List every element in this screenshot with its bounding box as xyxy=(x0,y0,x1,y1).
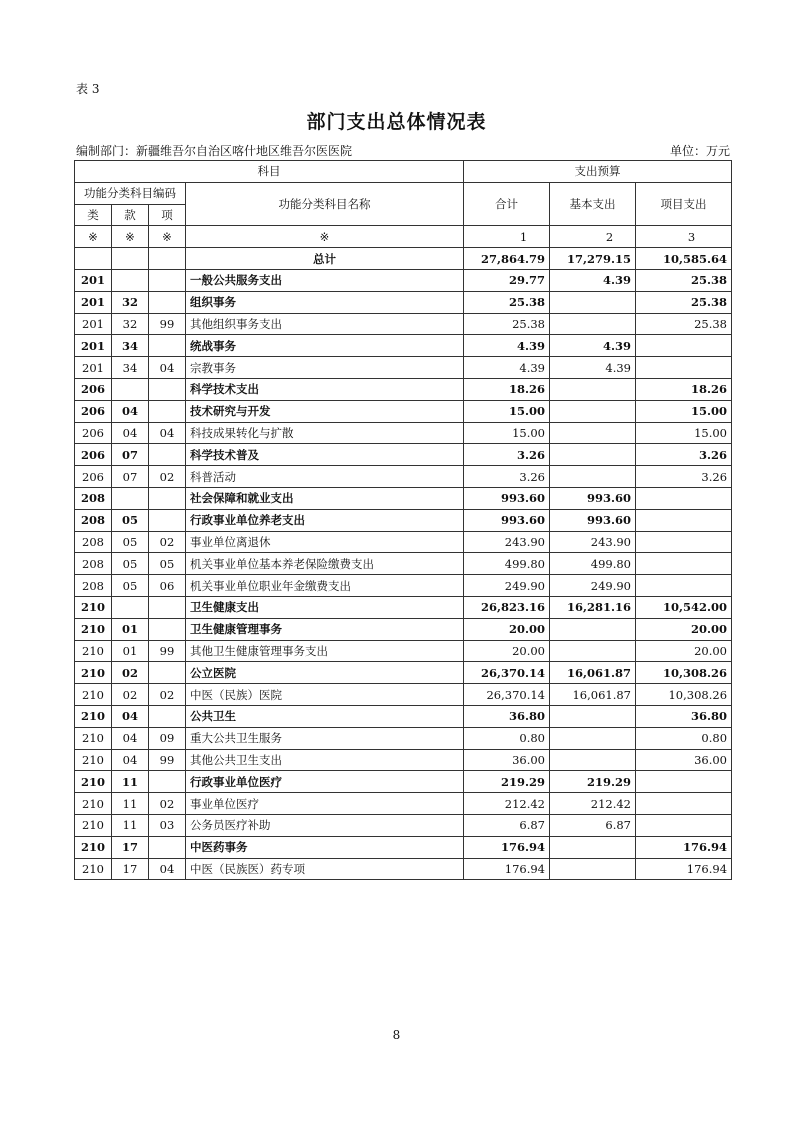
expenditure-table xyxy=(74,160,732,880)
amount-project xyxy=(636,553,732,575)
amount-basic xyxy=(550,444,636,466)
subject-name: 行政事业单位医疗 xyxy=(186,771,464,793)
subject-name: 科普活动 xyxy=(186,466,464,488)
amount-total: 18.26 xyxy=(464,378,550,400)
code-xiang: 06 xyxy=(149,575,186,597)
subject-name: 卫生健康支出 xyxy=(186,596,464,618)
table-row xyxy=(75,749,732,771)
header-budget: 支出预算 xyxy=(464,161,732,183)
amount-total: 26,370.14 xyxy=(464,662,550,684)
total-project: 10,585.64 xyxy=(636,248,732,270)
code-kuan: 11 xyxy=(112,793,149,815)
amount-basic xyxy=(550,378,636,400)
amount-total: 243.90 xyxy=(464,531,550,553)
code-kuan: 32 xyxy=(112,313,149,335)
amount-basic: 6.87 xyxy=(550,814,636,836)
subject-name: 科技成果转化与扩散 xyxy=(186,422,464,444)
amount-basic: 993.60 xyxy=(550,509,636,531)
table-row xyxy=(75,814,732,836)
code-kuan: 34 xyxy=(112,335,149,357)
amount-basic xyxy=(550,749,636,771)
amount-project: 20.00 xyxy=(636,640,732,662)
code-kuan: 05 xyxy=(112,531,149,553)
amount-project: 15.00 xyxy=(636,422,732,444)
code-kuan xyxy=(112,269,149,291)
subject-name: 组织事务 xyxy=(186,291,464,313)
code-xiang: 04 xyxy=(149,422,186,444)
code-kuan: 17 xyxy=(112,836,149,858)
amount-total: 6.87 xyxy=(464,814,550,836)
table-row xyxy=(75,422,732,444)
amount-total: 219.29 xyxy=(464,771,550,793)
table-row xyxy=(75,771,732,793)
subject-name: 机关事业单位职业年金缴费支出 xyxy=(186,575,464,597)
subject-name: 宗教事务 xyxy=(186,357,464,379)
amount-project xyxy=(636,509,732,531)
amount-total: 29.77 xyxy=(464,269,550,291)
code-xiang: 02 xyxy=(149,531,186,553)
amount-total: 26,823.16 xyxy=(464,596,550,618)
page-title: 部门支出总体情况表 xyxy=(306,111,487,133)
table-row xyxy=(75,335,732,357)
code-kuan: 11 xyxy=(112,771,149,793)
amount-total: 3.26 xyxy=(464,444,550,466)
header-subject: 科目 xyxy=(75,161,464,183)
subject-name: 统战事务 xyxy=(186,335,464,357)
table-row xyxy=(75,553,732,575)
code-xiang xyxy=(149,705,186,727)
table-row xyxy=(75,618,732,640)
amount-basic: 993.60 xyxy=(550,487,636,509)
code-lei: 206 xyxy=(75,378,112,400)
amount-basic: 16,061.87 xyxy=(550,662,636,684)
code-kuan: 01 xyxy=(112,618,149,640)
amount-total: 993.60 xyxy=(464,487,550,509)
amount-basic: 4.39 xyxy=(550,269,636,291)
index-3: 3 xyxy=(636,226,732,248)
header-name: 功能分类科目名称 xyxy=(186,182,464,226)
code-lei: 206 xyxy=(75,466,112,488)
code-xiang: 99 xyxy=(149,313,186,335)
amount-basic: 249.90 xyxy=(550,575,636,597)
code-xiang xyxy=(149,444,186,466)
header-lei: 类 xyxy=(75,204,112,226)
code-lei: 210 xyxy=(75,727,112,749)
table-row xyxy=(75,378,732,400)
code-lei: 201 xyxy=(75,291,112,313)
table-row xyxy=(75,269,732,291)
subject-name: 科学技术支出 xyxy=(186,378,464,400)
amount-total: 25.38 xyxy=(464,291,550,313)
subject-name: 一般公共服务支出 xyxy=(186,269,464,291)
amount-basic xyxy=(550,705,636,727)
code-kuan: 05 xyxy=(112,553,149,575)
code-xiang xyxy=(149,596,186,618)
amount-project: 36.80 xyxy=(636,705,732,727)
code-lei: 210 xyxy=(75,793,112,815)
table-row xyxy=(75,313,732,335)
code-xiang: 02 xyxy=(149,684,186,706)
amount-project: 25.38 xyxy=(636,313,732,335)
amount-total: 499.80 xyxy=(464,553,550,575)
code-kuan: 04 xyxy=(112,422,149,444)
table-row xyxy=(75,357,732,379)
amount-project xyxy=(636,357,732,379)
code-lei: 201 xyxy=(75,269,112,291)
mark-kuan: ※ xyxy=(112,226,149,248)
amount-project: 3.26 xyxy=(636,466,732,488)
code-kuan: 05 xyxy=(112,575,149,597)
amount-total: 20.00 xyxy=(464,640,550,662)
amount-basic xyxy=(550,858,636,880)
mark-xiang: ※ xyxy=(149,226,186,248)
amount-project: 18.26 xyxy=(636,378,732,400)
index-1: 1 xyxy=(464,226,550,248)
subject-name: 技术研究与开发 xyxy=(186,400,464,422)
table-row xyxy=(75,400,732,422)
amount-basic xyxy=(550,466,636,488)
amount-project xyxy=(636,487,732,509)
amount-project xyxy=(636,771,732,793)
amount-project xyxy=(636,531,732,553)
subject-name: 中医（民族医）药专项 xyxy=(186,858,464,880)
code-xiang xyxy=(149,291,186,313)
amount-project xyxy=(636,335,732,357)
table-row xyxy=(75,727,732,749)
table-row xyxy=(75,793,732,815)
table-row xyxy=(75,444,732,466)
subject-name: 其他组织事务支出 xyxy=(186,313,464,335)
amount-project: 36.00 xyxy=(636,749,732,771)
code-lei: 210 xyxy=(75,836,112,858)
code-xiang: 99 xyxy=(149,749,186,771)
code-kuan: 07 xyxy=(112,466,149,488)
subject-name: 重大公共卫生服务 xyxy=(186,727,464,749)
code-kuan: 04 xyxy=(112,727,149,749)
amount-basic: 16,061.87 xyxy=(550,684,636,706)
code-kuan xyxy=(112,378,149,400)
subject-name: 社会保障和就业支出 xyxy=(186,487,464,509)
amount-project: 25.38 xyxy=(636,291,732,313)
code-lei: 208 xyxy=(75,509,112,531)
code-lei: 210 xyxy=(75,771,112,793)
code-lei: 210 xyxy=(75,596,112,618)
amount-project: 3.26 xyxy=(636,444,732,466)
amount-project: 20.00 xyxy=(636,618,732,640)
code-xiang: 09 xyxy=(149,727,186,749)
code-lei: 208 xyxy=(75,553,112,575)
code-xiang: 99 xyxy=(149,640,186,662)
code-lei: 201 xyxy=(75,313,112,335)
code-kuan: 05 xyxy=(112,509,149,531)
amount-basic xyxy=(550,640,636,662)
header-xiang: 项 xyxy=(149,204,186,226)
table-row xyxy=(75,487,732,509)
amount-total: 4.39 xyxy=(464,357,550,379)
code-kuan: 02 xyxy=(112,684,149,706)
subject-name: 科学技术普及 xyxy=(186,444,464,466)
amount-total: 20.00 xyxy=(464,618,550,640)
table-row xyxy=(75,836,732,858)
code-kuan: 04 xyxy=(112,749,149,771)
unit-label: 单位：万元 xyxy=(669,144,730,158)
code-lei: 210 xyxy=(75,618,112,640)
code-xiang xyxy=(149,509,186,531)
subject-name: 其他公共卫生支出 xyxy=(186,749,464,771)
header-basic: 基本支出 xyxy=(550,182,636,226)
code-lei: 210 xyxy=(75,749,112,771)
code-lei: 210 xyxy=(75,662,112,684)
amount-project: 25.38 xyxy=(636,269,732,291)
amount-project: 10,308.26 xyxy=(636,684,732,706)
amount-total: 176.94 xyxy=(464,858,550,880)
page-number: 8 xyxy=(392,1028,401,1042)
amount-total: 212.42 xyxy=(464,793,550,815)
subject-name: 中医（民族）医院 xyxy=(186,684,464,706)
amount-basic xyxy=(550,422,636,444)
code-kuan: 11 xyxy=(112,814,149,836)
amount-total: 15.00 xyxy=(464,422,550,444)
code-lei: 210 xyxy=(75,684,112,706)
code-lei: 206 xyxy=(75,444,112,466)
mark-name: ※ xyxy=(186,226,464,248)
amount-basic: 16,281.16 xyxy=(550,596,636,618)
code-lei: 210 xyxy=(75,858,112,880)
table-row xyxy=(75,575,732,597)
code-lei: 210 xyxy=(75,705,112,727)
total-row xyxy=(75,248,732,270)
amount-project xyxy=(636,793,732,815)
amount-total: 993.60 xyxy=(464,509,550,531)
code-xiang xyxy=(149,378,186,400)
code-kuan: 04 xyxy=(112,705,149,727)
subject-name: 公务员医疗补助 xyxy=(186,814,464,836)
subject-name: 公立医院 xyxy=(186,662,464,684)
subject-name: 其他卫生健康管理事务支出 xyxy=(186,640,464,662)
amount-project: 176.94 xyxy=(636,836,732,858)
code-xiang: 02 xyxy=(149,466,186,488)
total-label: 总计 xyxy=(186,248,464,270)
amount-project xyxy=(636,575,732,597)
amount-total: 36.00 xyxy=(464,749,550,771)
mark-lei: ※ xyxy=(75,226,112,248)
amount-total: 249.90 xyxy=(464,575,550,597)
total-sum: 27,864.79 xyxy=(464,248,550,270)
code-xiang: 04 xyxy=(149,357,186,379)
table-row xyxy=(75,291,732,313)
code-xiang xyxy=(149,487,186,509)
total-basic: 17,279.15 xyxy=(550,248,636,270)
code-kuan: 02 xyxy=(112,662,149,684)
amount-basic: 4.39 xyxy=(550,335,636,357)
code-lei: 201 xyxy=(75,335,112,357)
subject-name: 行政事业单位养老支出 xyxy=(186,509,464,531)
code-xiang: 02 xyxy=(149,793,186,815)
amount-total: 15.00 xyxy=(464,400,550,422)
amount-total: 25.38 xyxy=(464,313,550,335)
code-lei: 206 xyxy=(75,400,112,422)
amount-basic: 243.90 xyxy=(550,531,636,553)
code-xiang: 05 xyxy=(149,553,186,575)
amount-project: 10,308.26 xyxy=(636,662,732,684)
amount-total: 3.26 xyxy=(464,466,550,488)
amount-basic xyxy=(550,400,636,422)
code-lei: 208 xyxy=(75,575,112,597)
code-xiang xyxy=(149,662,186,684)
subject-name: 机关事业单位基本养老保险缴费支出 xyxy=(186,553,464,575)
amount-project: 176.94 xyxy=(636,858,732,880)
table-row xyxy=(75,858,732,880)
code-kuan: 32 xyxy=(112,291,149,313)
code-xiang xyxy=(149,335,186,357)
code-xiang xyxy=(149,836,186,858)
header-project: 项目支出 xyxy=(636,182,732,226)
code-kuan xyxy=(112,596,149,618)
table-row xyxy=(75,509,732,531)
table-number: 表 3 xyxy=(76,82,100,96)
amount-basic xyxy=(550,836,636,858)
amount-total: 176.94 xyxy=(464,836,550,858)
table-row xyxy=(75,705,732,727)
amount-total: 36.80 xyxy=(464,705,550,727)
code-kuan: 07 xyxy=(112,444,149,466)
amount-basic xyxy=(550,727,636,749)
amount-project: 15.00 xyxy=(636,400,732,422)
code-lei: 210 xyxy=(75,814,112,836)
code-lei: 208 xyxy=(75,487,112,509)
code-lei: 201 xyxy=(75,357,112,379)
code-xiang xyxy=(149,269,186,291)
code-kuan: 01 xyxy=(112,640,149,662)
code-lei: 208 xyxy=(75,531,112,553)
amount-project: 0.80 xyxy=(636,727,732,749)
amount-basic xyxy=(550,313,636,335)
code-xiang: 04 xyxy=(149,858,186,880)
code-xiang xyxy=(149,771,186,793)
amount-total: 26,370.14 xyxy=(464,684,550,706)
code-xiang: 03 xyxy=(149,814,186,836)
table-row xyxy=(75,466,732,488)
header-code-group: 功能分类科目编码 xyxy=(75,182,186,204)
code-kuan xyxy=(112,487,149,509)
department-label: 编制部门：新疆维吾尔自治区喀什地区维吾尔医医院 xyxy=(76,144,353,158)
amount-basic: 219.29 xyxy=(550,771,636,793)
amount-project xyxy=(636,814,732,836)
table-row xyxy=(75,640,732,662)
index-2: 2 xyxy=(550,226,636,248)
table-row xyxy=(75,662,732,684)
header-kuan: 款 xyxy=(112,204,149,226)
code-kuan: 04 xyxy=(112,400,149,422)
amount-basic xyxy=(550,291,636,313)
code-kuan: 34 xyxy=(112,357,149,379)
subject-name: 中医药事务 xyxy=(186,836,464,858)
meta-line xyxy=(76,142,730,159)
amount-total: 4.39 xyxy=(464,335,550,357)
code-lei: 210 xyxy=(75,640,112,662)
amount-basic: 212.42 xyxy=(550,793,636,815)
amount-total: 0.80 xyxy=(464,727,550,749)
amount-project: 10,542.00 xyxy=(636,596,732,618)
code-kuan: 17 xyxy=(112,858,149,880)
header-total: 合计 xyxy=(464,182,550,226)
amount-basic: 4.39 xyxy=(550,357,636,379)
table-row xyxy=(75,531,732,553)
code-xiang xyxy=(149,400,186,422)
amount-basic: 499.80 xyxy=(550,553,636,575)
amount-basic xyxy=(550,618,636,640)
subject-name: 公共卫生 xyxy=(186,705,464,727)
subject-name: 卫生健康管理事务 xyxy=(186,618,464,640)
code-lei: 206 xyxy=(75,422,112,444)
table-row xyxy=(75,684,732,706)
code-xiang xyxy=(149,618,186,640)
table-row xyxy=(75,596,732,618)
subject-name: 事业单位医疗 xyxy=(186,793,464,815)
subject-name: 事业单位离退休 xyxy=(186,531,464,553)
